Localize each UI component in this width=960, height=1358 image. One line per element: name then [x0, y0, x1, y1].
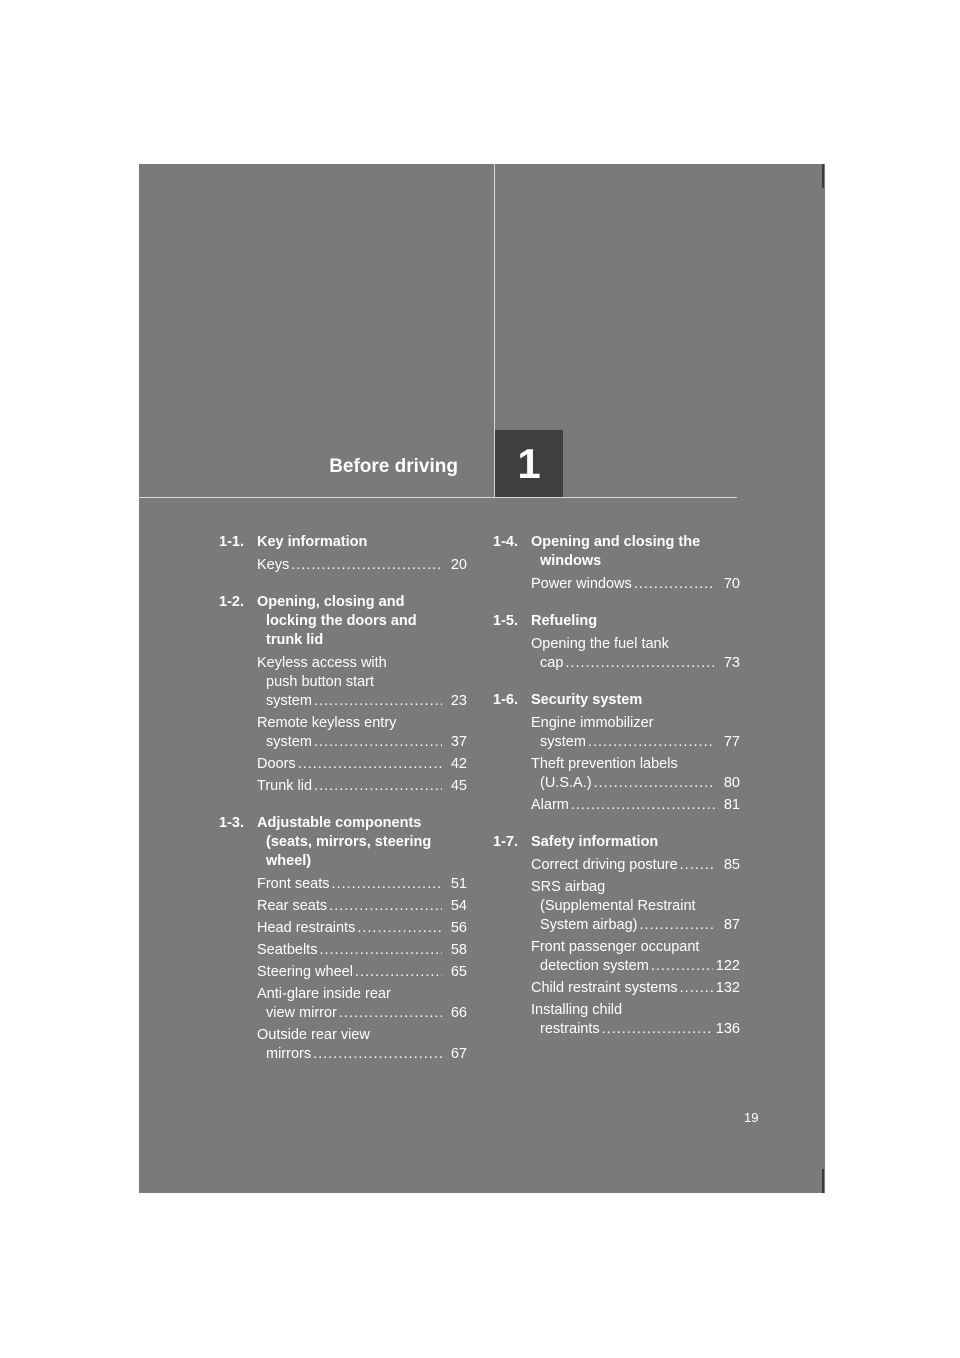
section-entries [257, 875, 467, 1064]
entry-page-number: 67 [450, 1046, 467, 1062]
dot-leader [314, 692, 442, 711]
section-title-line: Adjustable components [257, 815, 422, 831]
entry-text: system [540, 734, 586, 750]
dot-leader [298, 755, 442, 774]
section-title [531, 691, 740, 710]
dot-leader [329, 897, 442, 916]
entry-text: System airbag) [540, 917, 638, 933]
entry-page-number: 54 [450, 898, 467, 914]
section-number: 1-7. [493, 834, 518, 850]
dot-leader [571, 796, 715, 815]
section-title-line: Opening, closing and [257, 594, 405, 610]
toc-column-right [493, 533, 740, 1057]
section-title-line: (seats, mirrors, steering [266, 834, 432, 850]
toc-entry[interactable] [257, 897, 467, 916]
entry-text: Power windows [531, 576, 632, 592]
toc-entry[interactable] [257, 963, 467, 982]
entry-page-number: 58 [450, 942, 467, 958]
section-title [257, 533, 467, 552]
toc-entry[interactable] [531, 1001, 740, 1039]
toc-section [493, 833, 740, 1039]
section-number: 1-1. [219, 534, 244, 550]
entry-text: Child restraint systems [531, 980, 678, 996]
toc-entry[interactable] [257, 654, 467, 711]
toc-entry[interactable] [257, 1026, 467, 1064]
entry-text: push button start [266, 674, 375, 690]
section-entries [531, 856, 740, 1039]
toc-entry[interactable] [531, 938, 740, 976]
toc-entry[interactable] [257, 941, 467, 960]
entry-text: Anti-glare inside rear [257, 986, 391, 1002]
entry-page-number: 80 [723, 775, 740, 791]
dot-leader [634, 575, 715, 594]
entry-page-number: 56 [450, 920, 467, 936]
entry-text: Theft prevention labels [531, 756, 678, 772]
section-title-line: Key information [257, 534, 368, 550]
section-entries [531, 635, 740, 673]
toc-entry[interactable] [531, 856, 740, 875]
section-title-line: wheel) [266, 853, 312, 869]
entry-page-number: 122 [715, 958, 740, 974]
section-number: 1-5. [493, 613, 518, 629]
entry-page-number: 136 [715, 1021, 740, 1037]
entry-text: (U.S.A.) [540, 775, 592, 791]
entry-text: Remote keyless entry [257, 715, 397, 731]
toc-section [493, 612, 740, 673]
section-title-line: Security system [531, 692, 643, 708]
section-title [257, 593, 467, 650]
entry-page-number: 51 [450, 876, 467, 892]
section-heading[interactable] [219, 593, 467, 650]
entry-text: Front seats [257, 876, 330, 892]
entry-page-number: 85 [723, 857, 740, 873]
entry-page-number: 65 [450, 964, 467, 980]
entry-page-number: 81 [723, 797, 740, 813]
chapter-number: 1 [517, 439, 541, 487]
entry-text: Engine immobilizer [531, 715, 654, 731]
entry-text: mirrors [266, 1046, 312, 1062]
entry-text: Installing child [531, 1002, 623, 1018]
entry-text: Trunk lid [257, 778, 313, 794]
toc-section [219, 593, 467, 796]
toc-entry[interactable] [531, 575, 740, 594]
toc-section [493, 533, 740, 594]
entry-text: Opening the fuel tank [531, 636, 669, 652]
bottom-edge-tick [822, 1169, 824, 1193]
section-title-line: trunk lid [266, 632, 324, 648]
toc-section [493, 691, 740, 815]
entry-text: Correct driving posture [531, 857, 678, 873]
section-entries [257, 654, 467, 796]
entry-page-number: 70 [723, 576, 740, 592]
toc-section [219, 533, 467, 575]
toc-entry[interactable] [531, 635, 740, 673]
chapter-title: Before driving [329, 456, 458, 477]
section-entries [531, 575, 740, 594]
entry-page-number: 37 [450, 734, 467, 750]
entry-text: restraints [540, 1021, 600, 1037]
dot-leader [594, 774, 715, 793]
section-number: 1-6. [493, 692, 518, 708]
section-heading[interactable] [219, 814, 467, 871]
entry-text: view mirror [266, 1005, 337, 1021]
toc-entry[interactable] [531, 979, 740, 998]
entry-text: Seatbelts [257, 942, 318, 958]
entry-page-number: 87 [723, 917, 740, 933]
section-number: 1-3. [219, 815, 244, 831]
section-title-line: Refueling [531, 613, 598, 629]
entry-text: (Supplemental Restraint [540, 898, 696, 914]
top-edge-tick [822, 164, 824, 188]
toc-entry[interactable] [531, 714, 740, 752]
dot-leader [314, 733, 442, 752]
section-title [257, 814, 467, 871]
section-heading[interactable] [493, 833, 740, 852]
entry-page-number: 42 [450, 756, 467, 772]
toc-entry[interactable] [531, 796, 740, 815]
dot-leader [291, 556, 442, 575]
chapter-number-box [495, 430, 563, 497]
page-number: 19 [744, 1110, 759, 1125]
entry-text: Outside rear view [257, 1027, 370, 1043]
section-title-line: Safety information [531, 834, 659, 850]
entry-page-number: 66 [450, 1005, 467, 1021]
entry-text: Front passenger occupant [531, 939, 700, 955]
entry-text: system [266, 693, 312, 709]
entry-page-number: 132 [715, 980, 740, 996]
entry-text: SRS airbag [531, 879, 606, 895]
section-heading[interactable] [493, 612, 740, 631]
toc-section [219, 814, 467, 1064]
section-title [531, 533, 740, 571]
toc-entry[interactable] [257, 556, 467, 575]
section-entries [257, 556, 467, 575]
entry-text: cap [540, 655, 564, 671]
dot-leader [602, 1020, 713, 1039]
dot-leader [651, 957, 713, 976]
entry-text: Doors [257, 756, 296, 772]
dot-leader [565, 654, 715, 673]
toc-entry[interactable] [531, 878, 740, 935]
dot-leader [313, 1045, 442, 1064]
entry-page-number: 23 [450, 693, 467, 709]
toc-entry[interactable] [257, 714, 467, 752]
horizontal-divider [139, 497, 737, 498]
dot-leader [357, 919, 442, 938]
section-title-line: locking the doors and [266, 613, 417, 629]
entry-page-number: 45 [450, 778, 467, 794]
section-entries [531, 714, 740, 815]
dot-leader [332, 875, 442, 894]
entry-text: Steering wheel [257, 964, 353, 980]
entry-page-number: 73 [723, 655, 740, 671]
toc-entry[interactable] [257, 777, 467, 796]
entry-text: Head restraints [257, 920, 356, 936]
section-heading[interactable] [493, 691, 740, 710]
toc-entry[interactable] [531, 755, 740, 793]
entry-text: detection system [540, 958, 649, 974]
section-heading[interactable] [493, 533, 740, 571]
dot-leader [588, 733, 715, 752]
entry-text: system [266, 734, 312, 750]
dot-leader [640, 916, 715, 935]
entry-page-number: 77 [723, 734, 740, 750]
dot-leader [355, 963, 442, 982]
entry-page-number: 20 [450, 557, 467, 573]
section-number: 1-4. [493, 534, 518, 550]
entry-text: Alarm [531, 797, 569, 813]
toc-entry[interactable] [257, 755, 467, 774]
toc-column-left [219, 533, 467, 1082]
section-heading[interactable] [219, 533, 467, 552]
entry-text: Rear seats [257, 898, 328, 914]
section-number: 1-2. [219, 594, 244, 610]
dot-leader [680, 856, 715, 875]
toc-entry[interactable] [257, 985, 467, 1023]
dot-leader [319, 941, 442, 960]
entry-text: Keyless access with [257, 655, 387, 671]
dot-leader [339, 1004, 442, 1023]
entry-text: Keys [257, 557, 290, 573]
section-title [531, 612, 740, 631]
toc-entry[interactable] [257, 875, 467, 894]
section-title-line: Opening and closing the [531, 534, 701, 550]
toc-entry[interactable] [257, 919, 467, 938]
dot-leader [680, 979, 713, 998]
dot-leader [314, 777, 442, 796]
section-title-line: windows [540, 553, 602, 569]
section-title [531, 833, 740, 852]
